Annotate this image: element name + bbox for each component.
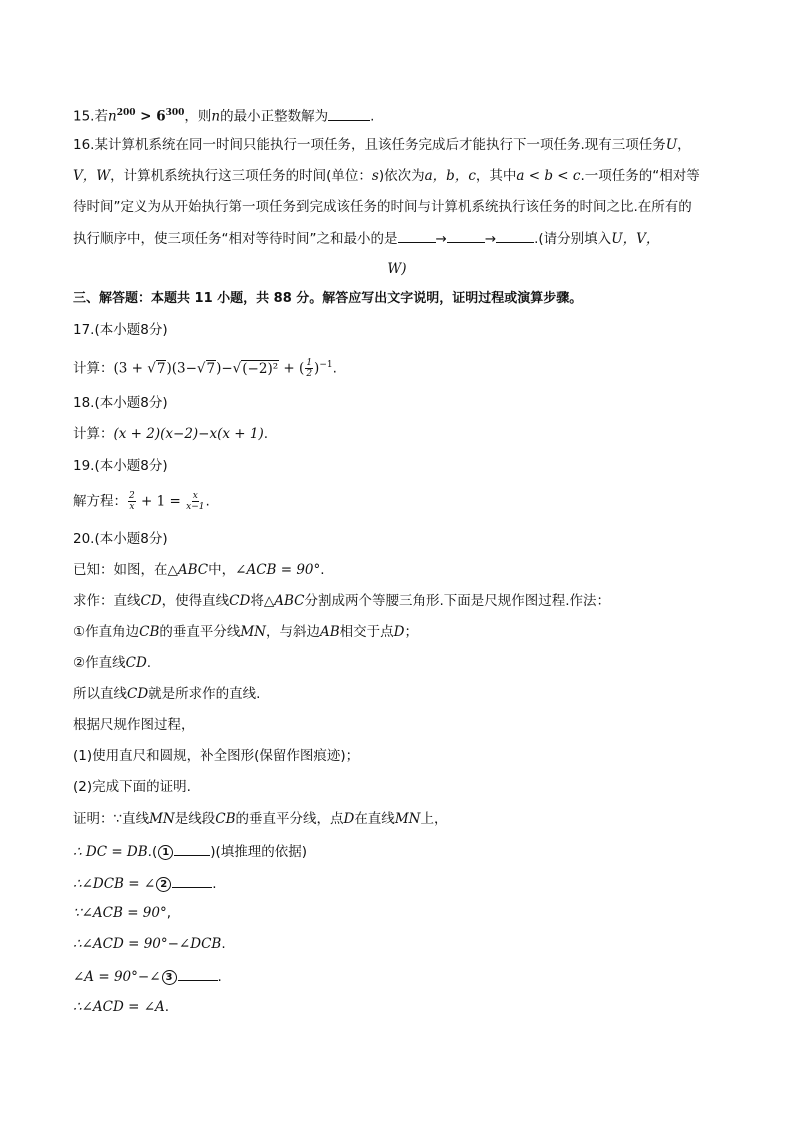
q20-step2-end: . <box>146 655 152 671</box>
q16-blank-1[interactable] <box>398 228 436 243</box>
q16-text-4: ，其中 <box>475 168 517 184</box>
q20-p4-end: . <box>221 936 226 952</box>
q20-step1-mn: MN <box>240 624 266 640</box>
q17-header: 17.(本小题8分) <box>73 322 168 338</box>
q16-vars-vw: V，W <box>73 168 111 184</box>
q17-expression <box>73 355 337 379</box>
q17-part-c: )−√ <box>216 360 242 377</box>
q20-proof-text-3: 的垂直平分线，点 <box>235 811 344 827</box>
q20-p2-end: . <box>212 876 217 892</box>
q19-frac2-den: x−1 <box>186 502 205 512</box>
q16-inequality: a < b < c <box>516 168 581 184</box>
q17-frac-num: 1 <box>306 358 313 368</box>
q20-proof-line-1 <box>73 841 307 862</box>
q20-header: 20.(本小题8分) <box>73 531 168 547</box>
q20-step1-text: ①作直角边 <box>73 624 140 640</box>
q20-step1-text-2: 的垂直平分线 <box>159 624 241 640</box>
q20-req-text-3: 将 <box>250 593 264 609</box>
q16-blank-2[interactable] <box>447 228 485 243</box>
q20-blank-1[interactable] <box>174 841 210 856</box>
q15-suffix: 的最小正整数解为 <box>220 108 329 125</box>
q20-proof-text-5: 上， <box>420 811 448 827</box>
q20-proof-d: D <box>343 811 355 827</box>
q15-exp1: 200 <box>116 108 136 118</box>
q20-p5-end: . <box>217 969 222 985</box>
q16-var-w: W) <box>387 261 407 277</box>
q16-unit: s <box>371 168 379 184</box>
q20-p4-expr: ∴∠ACD = 90°−∠DCB <box>73 936 222 952</box>
q20-req-cd: CD <box>140 593 162 609</box>
q17-end: . <box>332 360 337 377</box>
question-15: 15.若$n^{200} > 6^{300}$，则n的最小正整数解为 . <box>73 103 374 127</box>
q20-req-cd-2: CD <box>229 593 251 609</box>
q17-sqrt7-b: 7 <box>206 360 216 377</box>
q18-expr: (x + 2)(x−2)−x(x + 1) <box>113 426 264 442</box>
q20-blank-3[interactable] <box>178 966 218 981</box>
q16-text-8: .(请分别填入 <box>534 231 612 247</box>
q20-p1-text-2: )(填推理的依据) <box>210 844 308 860</box>
q20-p1-text: .( <box>147 844 158 860</box>
q17-sqrt-neg2: (−2)² <box>242 360 279 377</box>
q20-part-1: (1)使用直尺和圆规，补全图形(保留作图痕迹)； <box>73 748 360 764</box>
q18-expression <box>73 424 268 444</box>
q20-given <box>73 560 325 580</box>
q20-p6-end: . <box>164 999 170 1015</box>
q20-p1-expr: ∴ DC = DB <box>73 844 148 860</box>
q17-part-f: ) <box>314 360 320 377</box>
q16-blank-3[interactable] <box>496 228 534 243</box>
q15-exp2: 300 <box>165 108 185 118</box>
q20-req-text-2: ，使得直线 <box>161 593 230 609</box>
q16-arrow-1: → <box>435 231 447 247</box>
question-16-line5 <box>0 259 794 279</box>
q19-equation <box>73 491 210 512</box>
q20-req-text-4: 分割成两个等腰三角形.下面是尺规作图过程.作法： <box>304 593 611 609</box>
q15-mid: ，则 <box>184 108 212 125</box>
q20-req-triangle: △ABC <box>263 593 305 609</box>
q20-step-1 <box>73 622 418 642</box>
q19-end: . <box>205 493 210 510</box>
q20-angle: ∠ACB = 90° <box>235 562 321 578</box>
q17-sqrt7-a: 7 <box>156 360 166 377</box>
q17-part-a: (3 + √ <box>113 360 156 377</box>
q17-label: 计算： <box>73 360 114 377</box>
q20-proof-line-4 <box>73 934 226 954</box>
q15-op: > 6 <box>135 108 166 125</box>
q18-header: 18.(本小题8分) <box>73 395 168 411</box>
q16-comma: ， <box>677 137 691 153</box>
question-16-line4 <box>73 228 659 249</box>
q20-step1-d: D <box>393 624 405 640</box>
q20-proof-line-2 <box>73 873 216 894</box>
q20-step2-text: ②作直线 <box>73 655 126 671</box>
q20-step-2 <box>73 653 151 673</box>
q20-proof-text: 证明：∵直线 <box>73 811 150 827</box>
q20-p2-expr: ∴∠DCB = ∠ <box>73 876 156 892</box>
q20-proof-mn-2: MN <box>394 811 421 827</box>
q20-step1-end: ； <box>404 624 418 640</box>
q20-proof-line-5 <box>73 966 222 987</box>
q17-fraction <box>305 358 313 379</box>
q18-end: . <box>263 426 269 442</box>
q20-circled-3: 3 <box>162 970 177 985</box>
q16-var-u: U <box>665 137 678 153</box>
q15-var: n <box>211 108 221 125</box>
q17-part-b: )(3−√ <box>166 360 206 377</box>
q20-proof-text-2: 是线段 <box>174 811 216 827</box>
q16-abc: a，b，c <box>424 168 476 184</box>
q20-proof-cb: CB <box>215 811 236 827</box>
q20-proof-mn: MN <box>149 811 175 827</box>
q19-frac1-num: 2 <box>129 491 135 501</box>
q15-base: n <box>107 108 117 125</box>
q20-proof-intro <box>73 809 447 829</box>
q15-answer-blank[interactable] <box>328 106 370 121</box>
q20-concl-text: 所以直线 <box>73 686 127 702</box>
q20-proof-line-3 <box>73 903 171 923</box>
q20-given-end: . <box>320 562 325 578</box>
q17-frac-den: 2 <box>306 369 313 379</box>
q16-arrow-2: → <box>484 231 497 247</box>
q16-text-2: ，计算机系统执行这三项任务的时间(单位： <box>110 168 372 184</box>
question-16-line3 <box>73 197 692 217</box>
q20-requirement <box>73 591 610 611</box>
q20-proof-text-4: 在直线 <box>354 811 395 827</box>
q20-given-text-2: 中， <box>208 562 236 578</box>
q19-fraction-2 <box>186 491 204 512</box>
q20-step1-text-4: 相交于点 <box>339 624 394 640</box>
q19-frac1-den: x <box>129 502 135 512</box>
q20-concl-cd: CD <box>127 686 149 702</box>
q20-step1-text-3: ，与斜边 <box>266 624 320 640</box>
q17-part-e: + ( <box>279 360 305 377</box>
q15-prefix: 15.若 <box>73 108 108 125</box>
question-16-line1 <box>73 135 691 155</box>
q20-p3-end: , <box>166 905 172 921</box>
q20-step1-cb: CB <box>139 624 160 640</box>
q20-p6-expr: ∴∠ACD = ∠A <box>73 999 165 1015</box>
q20-proof-line-6 <box>73 997 169 1017</box>
q20-blank-2[interactable] <box>172 873 212 888</box>
q19-header: 19.(本小题8分) <box>73 458 168 474</box>
q20-circled-1: 1 <box>158 845 173 860</box>
q16-text-5: .一项任务的“相对等 <box>580 168 700 184</box>
q19-label: 解方程： <box>73 493 127 510</box>
q20-step2-cd: CD <box>125 655 147 671</box>
q16-text-7: 执行顺序中，使三项任务“相对等待时间”之和最小的是 <box>73 231 398 247</box>
q16-text-6: 待时间”定义为从开始执行第一项任务到完成该任务的时间与计算机系统执行该任务的时间之比.在所有的 <box>73 199 692 215</box>
q20-conclusion <box>73 684 260 704</box>
q20-p5-expr: ∠A = 90°−∠ <box>73 969 161 985</box>
q20-part-2: (2)完成下面的证明. <box>73 779 191 795</box>
q20-given-text: 已知：如图，在 <box>73 562 168 578</box>
q19-fraction-1 <box>128 491 136 512</box>
q19-frac2-num: x <box>192 491 198 501</box>
q20-triangle: △ABC <box>167 562 209 578</box>
q19-mid: + 1 = <box>136 493 186 510</box>
q18-label: 计算： <box>73 426 114 442</box>
q16-text-3: )依次为 <box>378 168 425 184</box>
q20-concl-text-2: 就是所求作的直线. <box>148 686 261 702</box>
q16-vars-uv: U，V， <box>611 231 660 247</box>
q20-step1-ab: AB <box>320 624 340 640</box>
section-3-title: 三、解答题：本题共 11 小题，共 88 分。解答应写出文字说明，证明过程或演算步骤。 <box>73 291 583 306</box>
question-16-line2 <box>73 166 700 186</box>
q20-basis: 根据尺规作图过程， <box>73 717 195 733</box>
q20-req-text: 求作：直线 <box>73 593 141 609</box>
q20-circled-2: 2 <box>156 877 171 892</box>
q17-exponent: −1 <box>319 360 333 370</box>
q20-p3-expr: ∵∠ACB = 90° <box>73 905 167 921</box>
q16-text-1: 16.某计算机系统在同一时间只能执行一项任务，且该任务完成后才能执行下一项任务.现有三项任务 <box>73 137 666 153</box>
